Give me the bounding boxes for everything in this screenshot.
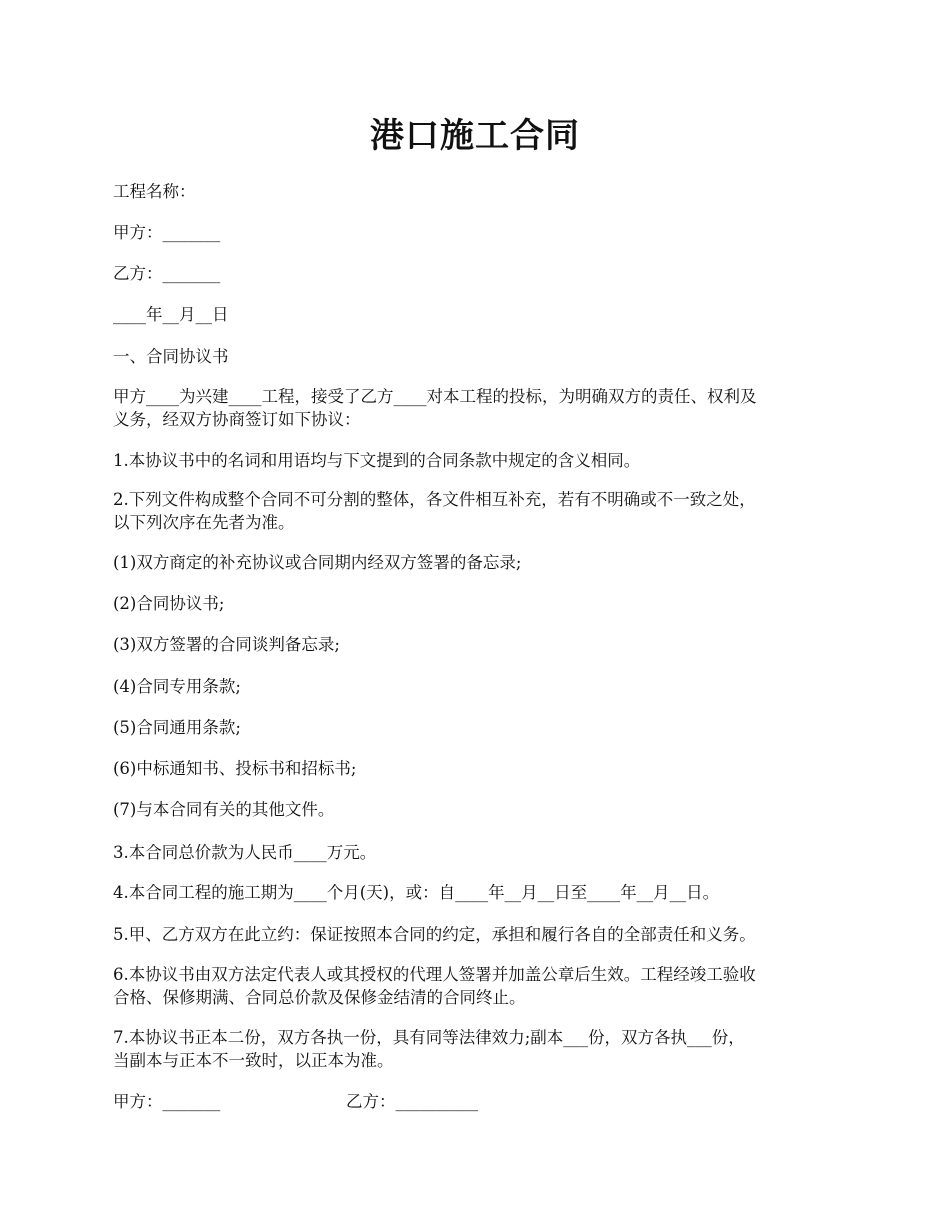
clause-6-line-2: 合格、保修期满、合同总价款及保修金结清的合同终止。	[113, 988, 526, 1007]
clause-7-line-2: 当副本与正本不一致时，以正本为准。	[113, 1051, 394, 1070]
clause-1: 1.本协议书中的名词和用语均与下文提到的合同条款中规定的含义相同。	[113, 451, 641, 470]
document-list-item-2: (2)合同协议书;	[113, 594, 225, 613]
document-list-item-6: (6)中标通知书、投标书和招标书;	[113, 759, 357, 778]
clause-6-line-1: 6.本协议书由双方法定代表人或其授权的代理人签署并加盖公章后生效。工程经竣工验收	[113, 965, 756, 984]
clause-4-schedule: 4.本合同工程的施工期为____个月(天)，或：自____年__月__日至____年__月__日。	[113, 883, 720, 902]
date-line: ____年__月__日	[113, 305, 229, 324]
section-heading-agreement: 一、合同协议书	[113, 347, 229, 366]
signature-row	[113, 1091, 843, 1179]
clause-7-line-1: 7.本协议书正本二份，双方各执一份，具有同等法律效力;副本___份，双方各执___份，	[113, 1028, 745, 1047]
document-list-item-3: (3)双方签署的合同谈判备忘录;	[113, 635, 340, 654]
intro-paragraph-line-1: 甲方____为兴建____工程，接受了乙方____对本工程的投标，为明确双方的责任、权利及	[113, 387, 757, 406]
document-list-item-5: (5)合同通用条款;	[113, 718, 241, 737]
party-b-line: 乙方：_______	[113, 264, 221, 283]
document-title: 港口施工合同	[370, 116, 580, 156]
project-name-line: 工程名称：	[113, 182, 196, 201]
party-b-signature: 乙方：__________	[346, 1092, 478, 1111]
document-list-item-1: (1)双方商定的补充协议或合同期内经双方签署的备忘录;	[113, 553, 522, 572]
clause-2-line-2: 以下列次序在先者为准。	[113, 513, 295, 532]
document-list-item-7: (7)与本合同有关的其他文件。	[113, 800, 335, 819]
document-list-item-4: (4)合同专用条款;	[113, 677, 241, 696]
clause-5-commitment: 5.甲、乙方双方在此立约：保证按照本合同的约定，承担和履行各自的全部责任和义务。	[113, 925, 756, 944]
party-a-signature: 甲方：_______	[113, 1092, 221, 1111]
intro-paragraph-line-2: 义务，经双方协商签订如下协议：	[113, 410, 361, 429]
clause-2-line-1: 2.下列文件构成整个合同不可分割的整体，各文件相互补充，若有不明确或不一致之处，	[113, 490, 756, 509]
clause-3-price: 3.本合同总价款为人民币____万元。	[113, 843, 377, 862]
party-a-line: 甲方：_______	[113, 223, 221, 242]
